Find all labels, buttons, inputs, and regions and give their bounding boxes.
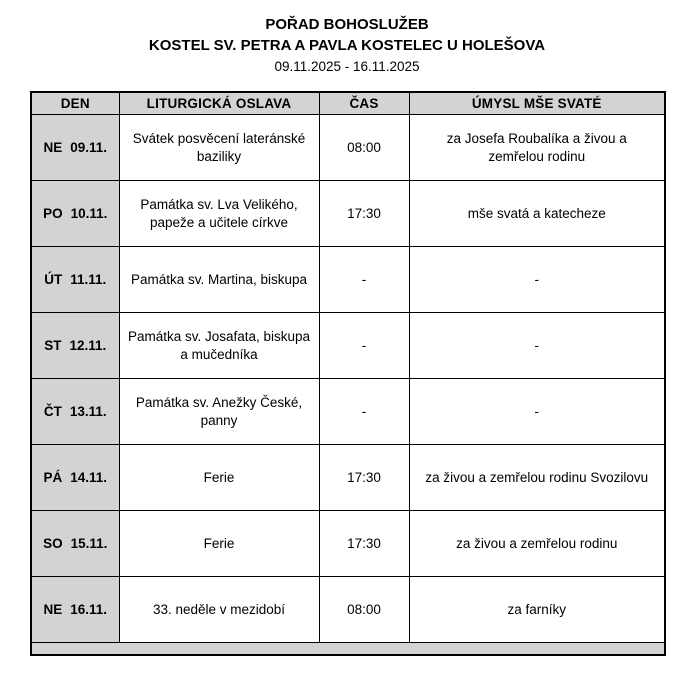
intention-cell: - <box>409 247 665 313</box>
day-cell <box>31 115 119 181</box>
table-row <box>31 313 665 379</box>
intention-cell: za farníky <box>409 577 665 643</box>
document-header <box>30 14 664 77</box>
day-cell <box>31 379 119 445</box>
table-row <box>31 445 665 511</box>
day-date: 16.11. <box>70 601 108 617</box>
intention-cell: - <box>409 379 665 445</box>
column-header-den: DEN <box>31 92 119 115</box>
day-cell <box>31 181 119 247</box>
intention-cell: za Josefa Roubalíka a živou a zemřelou rodinu <box>409 115 665 181</box>
table-row <box>31 247 665 313</box>
day-abbr: ČT <box>43 403 62 419</box>
time-cell: 17:30 <box>319 511 409 577</box>
time-cell: 17:30 <box>319 445 409 511</box>
time-cell: 17:30 <box>319 181 409 247</box>
time-cell: - <box>319 313 409 379</box>
celebration-cell: Svátek posvěcení lateránské baziliky <box>119 115 319 181</box>
document-title: POŘAD BOHOSLUŽEB <box>265 16 429 33</box>
day-date: 13.11. <box>69 403 107 419</box>
intention-cell: za živou a zemřelou rodinu Svozilovu <box>409 445 665 511</box>
day-abbr: PÁ <box>43 469 63 485</box>
day-abbr: SO <box>43 535 63 551</box>
column-header-cas: ČAS <box>319 92 409 115</box>
celebration-cell: Ferie <box>119 511 319 577</box>
time-cell: - <box>319 247 409 313</box>
column-header-umysl: ÚMYSL MŠE SVATÉ <box>409 92 665 115</box>
day-cell <box>31 511 119 577</box>
day-cell <box>31 247 119 313</box>
day-cell <box>31 313 119 379</box>
table-row <box>31 181 665 247</box>
day-abbr: PO <box>43 205 63 221</box>
day-date: 10.11. <box>70 205 108 221</box>
day-abbr: NE <box>43 601 63 617</box>
day-date: 12.11. <box>69 337 107 353</box>
celebration-cell: Památka sv. Lva Velikého, papeže a učitele církve <box>119 181 319 247</box>
schedule-table <box>30 91 666 656</box>
day-cell <box>31 577 119 643</box>
celebration-cell: Památka sv. Josafata, biskupa a mučedníka <box>119 313 319 379</box>
table-row <box>31 577 665 643</box>
date-range: 09.11.2025 - 16.11.2025 <box>274 59 420 74</box>
celebration-cell: 33. neděle v mezidobí <box>119 577 319 643</box>
intention-cell: za živou a zemřelou rodinu <box>409 511 665 577</box>
day-date: 14.11. <box>70 469 108 485</box>
church-name: KOSTEL SV. PETRA A PAVLA KOSTELEC U HOLEŠOVA <box>148 37 546 54</box>
table-header-row <box>31 92 665 115</box>
celebration-cell: Památka sv. Anežky České, panny <box>119 379 319 445</box>
table-row <box>31 379 665 445</box>
table-footer-strip <box>31 643 665 655</box>
time-cell: 08:00 <box>319 115 409 181</box>
day-abbr: ÚT <box>44 271 63 287</box>
day-date: 09.11. <box>70 139 108 155</box>
column-header-liturgicka-oslava: LITURGICKÁ OSLAVA <box>119 92 319 115</box>
day-abbr: NE <box>43 139 63 155</box>
day-cell <box>31 445 119 511</box>
table-row <box>31 511 665 577</box>
time-cell: 08:00 <box>319 577 409 643</box>
day-date: 11.11. <box>70 271 107 287</box>
intention-cell: mše svatá a katecheze <box>409 181 665 247</box>
intention-cell: - <box>409 313 665 379</box>
celebration-cell: Památka sv. Martina, biskupa <box>119 247 319 313</box>
celebration-cell: Ferie <box>119 445 319 511</box>
day-date: 15.11. <box>70 535 108 551</box>
time-cell: - <box>319 379 409 445</box>
table-footer-row <box>31 643 665 655</box>
table-row <box>31 115 665 181</box>
day-abbr: ST <box>44 337 62 353</box>
